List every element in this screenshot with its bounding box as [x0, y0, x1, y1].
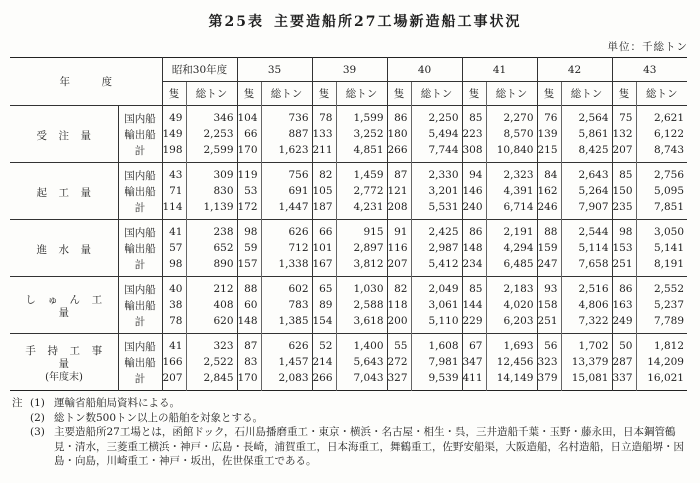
ships-cell: 66 [237, 126, 261, 142]
table-title [0, 11, 700, 31]
tonnage-header: 総トン [411, 82, 462, 106]
ships-cell: 163 [612, 297, 636, 313]
ships-cell: 76 [537, 106, 561, 127]
group-label-text: 起工量 [36, 186, 103, 199]
tonnage-cell: 5,264 [561, 183, 612, 199]
tonnage-cell: 1,459 [336, 163, 387, 184]
ships-cell: 246 [537, 199, 561, 220]
tonnage-cell: 2,772 [336, 183, 387, 199]
ships-cell: 149 [162, 126, 186, 142]
row-label: 計 [118, 199, 162, 220]
tonnage-cell: 2,183 [486, 277, 537, 298]
ships-cell: 60 [237, 297, 261, 313]
ships-cell: 251 [537, 313, 561, 334]
tonnage-cell: 9,539 [411, 370, 462, 391]
ships-cell: 323 [537, 354, 561, 370]
year-header: 35 [237, 58, 312, 82]
tonnage-cell: 1,457 [261, 354, 312, 370]
tonnage-cell: 2,253 [186, 126, 237, 142]
ships-cell: 146 [462, 183, 486, 199]
tonnage-cell: 13,379 [561, 354, 612, 370]
ships-cell: 87 [237, 334, 261, 355]
tonnage-cell: 4,020 [486, 297, 537, 313]
tonnage-cell: 7,322 [561, 313, 612, 334]
tonnage-cell: 1,030 [336, 277, 387, 298]
tonnage-cell: 8,570 [486, 126, 537, 142]
ships-cell: 78 [312, 106, 336, 127]
table-row [10, 277, 687, 298]
ships-cell: 38 [162, 297, 186, 313]
tonnage-cell: 4,806 [561, 297, 612, 313]
ships-cell: 78 [162, 313, 186, 334]
tonnage-cell: 2,270 [486, 106, 537, 127]
tonnage-cell: 5,412 [411, 256, 462, 277]
tonnage-cell: 212 [186, 277, 237, 298]
ships-cell: 148 [462, 240, 486, 256]
ships-cell: 121 [387, 183, 411, 199]
ships-cell: 235 [612, 199, 636, 220]
ships-header: 隻 [312, 82, 336, 106]
table-caption: 主要造船所27工場新造船工事状況 [274, 14, 522, 30]
tonnage-cell: 4,391 [486, 183, 537, 199]
tonnage-cell: 3,201 [411, 183, 462, 199]
tonnage-cell: 5,095 [636, 183, 687, 199]
ships-cell: 170 [237, 370, 261, 391]
tonnage-cell: 7,789 [636, 313, 687, 334]
ships-header: 隻 [462, 82, 486, 106]
tonnage-cell: 1,608 [411, 334, 462, 355]
tonnage-cell: 2,643 [561, 163, 612, 184]
note-label: 注 [12, 397, 23, 409]
ships-cell: 211 [312, 142, 336, 163]
note-item [12, 425, 688, 469]
ships-cell: 327 [387, 370, 411, 391]
tonnage-cell: 5,141 [636, 240, 687, 256]
ships-cell: 89 [312, 297, 336, 313]
ships-cell: 86 [387, 106, 411, 127]
ships-cell: 101 [312, 240, 336, 256]
tonnage-cell: 2,599 [186, 142, 237, 163]
row-label: 国内船 [118, 277, 162, 298]
ships-cell: 119 [237, 163, 261, 184]
tonnage-cell: 5,531 [411, 199, 462, 220]
ships-cell: 272 [387, 354, 411, 370]
tonnage-cell: 1,139 [186, 199, 237, 220]
ships-cell: 172 [237, 199, 261, 220]
tonnage-cell: 712 [261, 240, 312, 256]
ships-cell: 86 [462, 220, 486, 241]
table-body [10, 106, 687, 391]
year-header: 39 [312, 58, 387, 82]
ships-cell: 198 [162, 142, 186, 163]
tonnage-cell: 5,114 [561, 240, 612, 256]
year-header: 42 [537, 58, 612, 82]
ships-cell: 114 [162, 199, 186, 220]
ships-cell: 154 [312, 313, 336, 334]
ships-cell: 93 [537, 277, 561, 298]
tonnage-header: 総トン [336, 82, 387, 106]
group-sublabel: (年度末) [45, 371, 83, 383]
note-item [12, 411, 688, 426]
ships-header: 隻 [162, 82, 186, 106]
ships-cell: 57 [162, 240, 186, 256]
tonnage-cell: 5,494 [411, 126, 462, 142]
tonnage-cell: 1,447 [261, 199, 312, 220]
row-label: 輸出船 [118, 183, 162, 199]
tonnage-cell: 2,083 [261, 370, 312, 391]
ships-cell: 207 [612, 142, 636, 163]
ships-cell: 53 [237, 183, 261, 199]
ships-cell: 139 [537, 126, 561, 142]
ships-cell: 180 [387, 126, 411, 142]
tonnage-cell: 1,693 [486, 334, 537, 355]
tonnage-cell: 915 [336, 220, 387, 241]
ships-cell: 85 [462, 106, 486, 127]
tonnage-cell: 6,122 [636, 126, 687, 142]
tonnage-cell: 6,485 [486, 256, 537, 277]
ships-cell: 208 [387, 199, 411, 220]
note-number: (1) [30, 397, 45, 409]
table-header [10, 58, 687, 106]
tonnage-cell: 2,425 [411, 220, 462, 241]
ships-cell: 158 [537, 297, 561, 313]
tonnage-cell: 1,599 [336, 106, 387, 127]
tonnage-cell: 4,231 [336, 199, 387, 220]
ships-cell: 94 [462, 163, 486, 184]
tonnage-cell: 691 [261, 183, 312, 199]
ships-cell: 98 [162, 256, 186, 277]
ships-cell: 347 [462, 354, 486, 370]
ships-cell: 207 [162, 370, 186, 391]
row-label: 輸出船 [118, 126, 162, 142]
row-label: 計 [118, 142, 162, 163]
row-label: 計 [118, 313, 162, 334]
tonnage-cell: 2,564 [561, 106, 612, 127]
tonnage-cell: 3,061 [411, 297, 462, 313]
ships-cell: 234 [462, 256, 486, 277]
row-label: 国内船 [118, 220, 162, 241]
tonnage-cell: 7,851 [636, 199, 687, 220]
ships-cell: 59 [237, 240, 261, 256]
ships-cell: 71 [162, 183, 186, 199]
ships-cell: 308 [462, 142, 486, 163]
ships-cell: 411 [462, 370, 486, 391]
ships-cell: 49 [162, 106, 186, 127]
tonnage-cell: 2,621 [636, 106, 687, 127]
tonnage-cell: 408 [186, 297, 237, 313]
tonnage-cell: 8,425 [561, 142, 612, 163]
ships-cell: 105 [312, 183, 336, 199]
tonnage-cell: 323 [186, 334, 237, 355]
tonnage-header: 総トン [486, 82, 537, 106]
ships-cell: 200 [387, 313, 411, 334]
ships-cell: 223 [462, 126, 486, 142]
tonnage-cell: 3,050 [636, 220, 687, 241]
tonnage-cell: 1,400 [336, 334, 387, 355]
tonnage-cell: 2,323 [486, 163, 537, 184]
tonnage-cell: 2,544 [561, 220, 612, 241]
tonnage-cell: 3,252 [336, 126, 387, 142]
tonnage-cell: 2,250 [411, 106, 462, 127]
tonnage-cell: 4,294 [486, 240, 537, 256]
ships-cell: 187 [312, 199, 336, 220]
year-header: 43 [612, 58, 687, 82]
ships-cell: 75 [612, 106, 636, 127]
tonnage-cell: 756 [261, 163, 312, 184]
tonnage-cell: 6,714 [486, 199, 537, 220]
group-label-text: 受注量 [36, 129, 103, 142]
year-header: 昭和30年度 [162, 58, 237, 82]
note-text: 総トン数500トン以上の船舶を対象とする。 [54, 411, 264, 424]
tonnage-cell: 346 [186, 106, 237, 127]
tonnage-header: 総トン [636, 82, 687, 106]
tonnage-cell: 7,744 [411, 142, 462, 163]
note-text: 運輸省船舶局資料による。 [54, 397, 180, 409]
tonnage-cell: 5,237 [636, 297, 687, 313]
tonnage-cell: 15,081 [561, 370, 612, 391]
tonnage-cell: 3,618 [336, 313, 387, 334]
ships-cell: 167 [312, 256, 336, 277]
year-column-label: 年度 [59, 76, 144, 88]
group-label-text: しゅん工量 [25, 294, 114, 319]
tonnage-cell: 1,338 [261, 256, 312, 277]
group-label [10, 220, 118, 277]
tonnage-cell: 626 [261, 334, 312, 355]
ships-cell: 87 [387, 163, 411, 184]
ships-cell: 207 [387, 256, 411, 277]
group-label-text: 手持工事量 [25, 344, 114, 370]
group-label [10, 163, 118, 220]
group-label [10, 277, 118, 334]
ships-cell: 56 [537, 334, 561, 355]
ships-cell: 88 [537, 220, 561, 241]
ships-cell: 144 [462, 297, 486, 313]
ships-cell: 148 [237, 313, 261, 334]
ships-cell: 82 [387, 277, 411, 298]
ships-cell: 55 [387, 334, 411, 355]
tonnage-cell: 8,191 [636, 256, 687, 277]
ships-cell: 214 [312, 354, 336, 370]
ships-cell: 166 [162, 354, 186, 370]
ships-cell: 287 [612, 354, 636, 370]
group-label-text: 進水量 [36, 243, 103, 256]
year-header: 40 [387, 58, 462, 82]
tonnage-cell: 5,861 [561, 126, 612, 142]
tonnage-header: 総トン [186, 82, 237, 106]
ships-cell: 41 [162, 334, 186, 355]
ships-header: 隻 [387, 82, 411, 106]
tonnage-header: 総トン [261, 82, 312, 106]
tonnage-cell: 2,845 [186, 370, 237, 391]
tonnage-cell: 2,049 [411, 277, 462, 298]
tonnage-cell: 14,209 [636, 354, 687, 370]
ships-cell: 266 [387, 142, 411, 163]
tonnage-cell: 830 [186, 183, 237, 199]
tonnage-cell: 2,897 [336, 240, 387, 256]
note-number: (2) [30, 411, 45, 424]
tonnage-cell: 1,812 [636, 334, 687, 355]
ships-cell: 379 [537, 370, 561, 391]
table-row [10, 106, 687, 127]
tonnage-cell: 2,756 [636, 163, 687, 184]
tonnage-cell: 7,981 [411, 354, 462, 370]
ships-cell: 84 [537, 163, 561, 184]
ships-cell: 98 [612, 220, 636, 241]
tonnage-cell: 620 [186, 313, 237, 334]
tonnage-cell: 1,623 [261, 142, 312, 163]
row-label: 輸出船 [118, 240, 162, 256]
notes [12, 396, 688, 469]
row-label: 計 [118, 370, 162, 391]
ships-cell: 86 [612, 277, 636, 298]
ships-cell: 157 [237, 256, 261, 277]
row-label: 計 [118, 256, 162, 277]
ships-cell: 153 [612, 240, 636, 256]
ships-cell: 118 [387, 297, 411, 313]
ships-cell: 229 [462, 313, 486, 334]
ships-cell: 240 [462, 199, 486, 220]
row-label: 輸出船 [118, 297, 162, 313]
ships-cell: 215 [537, 142, 561, 163]
ships-cell: 83 [237, 354, 261, 370]
tonnage-cell: 7,658 [561, 256, 612, 277]
tonnage-cell: 2,191 [486, 220, 537, 241]
tonnage-cell: 5,643 [336, 354, 387, 370]
ships-cell: 50 [612, 334, 636, 355]
tonnage-cell: 626 [261, 220, 312, 241]
ships-cell: 88 [237, 277, 261, 298]
note-item [12, 396, 688, 411]
tonnage-cell: 7,907 [561, 199, 612, 220]
ships-cell: 41 [162, 220, 186, 241]
row-label: 国内船 [118, 334, 162, 355]
ships-cell: 249 [612, 313, 636, 334]
ships-cell: 65 [312, 277, 336, 298]
tonnage-cell: 2,516 [561, 277, 612, 298]
tonnage-cell: 2,987 [411, 240, 462, 256]
table-number: 第25表 [208, 14, 264, 30]
row-label: 国内船 [118, 106, 162, 127]
ships-header: 隻 [612, 82, 636, 106]
tonnage-cell: 7,043 [336, 370, 387, 391]
ships-cell: 133 [312, 126, 336, 142]
tonnage-cell: 887 [261, 126, 312, 142]
table-row [10, 220, 687, 241]
tonnage-cell: 4,851 [336, 142, 387, 163]
ships-header: 隻 [537, 82, 561, 106]
tonnage-cell: 783 [261, 297, 312, 313]
tonnage-cell: 10,840 [486, 142, 537, 163]
tonnage-cell: 3,812 [336, 256, 387, 277]
ships-cell: 43 [162, 163, 186, 184]
row-label: 輸出船 [118, 354, 162, 370]
shipbuilding-table [10, 57, 687, 391]
tonnage-cell: 12,456 [486, 354, 537, 370]
tonnage-cell: 652 [186, 240, 237, 256]
ships-cell: 67 [462, 334, 486, 355]
tonnage-cell: 238 [186, 220, 237, 241]
ships-cell: 85 [612, 163, 636, 184]
group-label [10, 106, 118, 163]
ships-cell: 266 [312, 370, 336, 391]
tonnage-header: 総トン [561, 82, 612, 106]
ships-cell: 162 [537, 183, 561, 199]
tonnage-cell: 5,110 [411, 313, 462, 334]
tonnage-cell: 1,385 [261, 313, 312, 334]
row-label: 国内船 [118, 163, 162, 184]
tonnage-cell: 2,330 [411, 163, 462, 184]
ships-cell: 85 [462, 277, 486, 298]
ships-cell: 82 [312, 163, 336, 184]
ships-cell: 40 [162, 277, 186, 298]
tonnage-cell: 14,149 [486, 370, 537, 391]
ships-cell: 159 [537, 240, 561, 256]
ships-cell: 251 [612, 256, 636, 277]
ships-cell: 150 [612, 183, 636, 199]
tonnage-cell: 2,522 [186, 354, 237, 370]
tonnage-cell: 736 [261, 106, 312, 127]
note-text: 主要造船所27工場とは，函館ドック，石川島播磨重工・東京・横浜・名古屋・相生・呉，三井造船千葉・玉野・藤永田，日本鋼管鶴見・清水，三菱重工横浜・神戸・広島・長崎，浦賀重工，日本海重工，舞鶴重工，佐野安船渠，大阪造船，名村造船，日立造船堺・因島・向島，川崎重工・神戸・坂出，佐世保重工である。 [54, 426, 684, 467]
ships-cell: 132 [612, 126, 636, 142]
ships-cell: 98 [237, 220, 261, 241]
table-row [10, 163, 687, 184]
tonnage-cell: 1,702 [561, 334, 612, 355]
tonnage-cell: 6,203 [486, 313, 537, 334]
ships-cell: 116 [387, 240, 411, 256]
tonnage-cell: 2,588 [336, 297, 387, 313]
header-row-years [10, 58, 687, 82]
ships-cell: 66 [312, 220, 336, 241]
tonnage-cell: 16,021 [636, 370, 687, 391]
unit-label: 単位：千総トン [607, 41, 688, 53]
ships-cell: 170 [237, 142, 261, 163]
ships-cell: 337 [612, 370, 636, 391]
ships-cell: 247 [537, 256, 561, 277]
group-label [10, 334, 118, 391]
table-row [10, 334, 687, 355]
ships-cell: 52 [312, 334, 336, 355]
ships-cell: 104 [237, 106, 261, 127]
tonnage-cell: 2,552 [636, 277, 687, 298]
ships-header: 隻 [237, 82, 261, 106]
year-header: 41 [462, 58, 537, 82]
tonnage-cell: 8,743 [636, 142, 687, 163]
tonnage-cell: 890 [186, 256, 237, 277]
tonnage-cell: 602 [261, 277, 312, 298]
tonnage-cell: 309 [186, 163, 237, 184]
ships-cell: 91 [387, 220, 411, 241]
note-number: (3) [30, 426, 45, 438]
